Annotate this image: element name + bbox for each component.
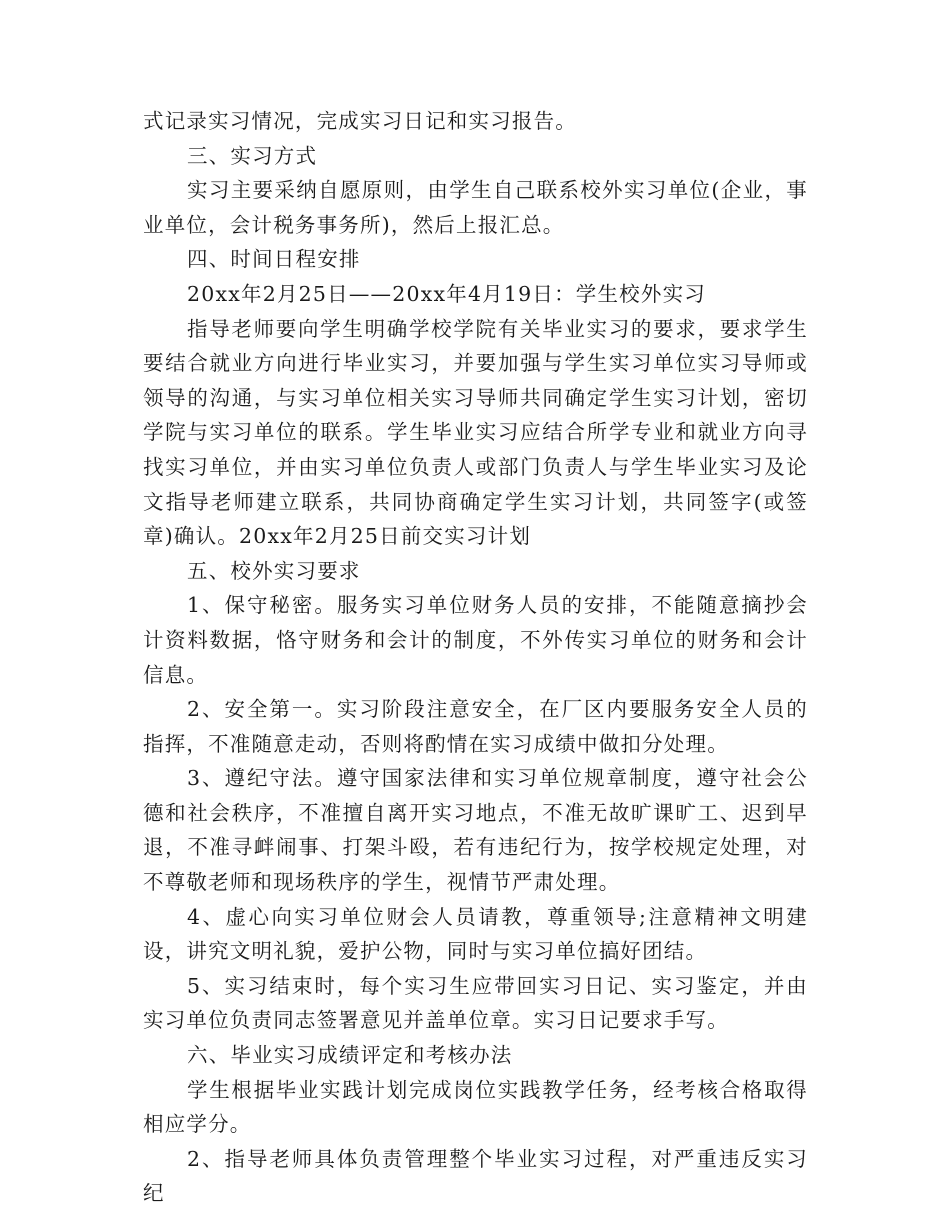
section-heading-assessment: 六、毕业实习成绩评定和考核办法	[187, 1043, 513, 1068]
paragraph-schedule-details: 指导老师要向学生明确学校学院有关毕业实习的要求，要求学生要结合就业方向进行毕业实习，并要加强与学生实习单位实习导师或领导的沟通，与实习单位相关实习导师共同确定学生实习计划，密切学院与实习单位的联系。学生毕业实习应结合所学专业和就业方向寻找实习单位，并由实习单位负责人或部门负责人与学生毕业实习及论文指导老师建立联系，共同协商确定学生实习计划，共同签字(或签章)确认。20xx年2月25日前交实习计划	[143, 316, 808, 549]
assessment-item-2: 2、指导老师具体负责管理整个毕业实习过程，对严重违反实习纪	[143, 1146, 808, 1206]
paragraph-schedule-dates: 20xx年2月25日——20xx年4月19日：学生校外实习	[187, 281, 706, 306]
section-heading-schedule: 四、时间日程安排	[187, 247, 361, 272]
requirement-item-1: 1、保守秘密。服务实习单位财务人员的安排，不能随意摘抄会计资料数据，恪守财务和会计的制度，不外传实习单位的财务和会计信息。	[143, 593, 808, 687]
requirement-item-5: 5、实习结束时，每个实习生应带回实习日记、实习鉴定，并由实习单位负责同志签署意见并盖单位章。实习日记要求手写。	[143, 973, 808, 1033]
section-heading-requirements: 五、校外实习要求	[187, 558, 361, 583]
requirement-item-4: 4、虚心向实习单位财会人员请教，尊重领导;注意精神文明建设，讲究文明礼貌，爱护公物，同时与实习单位搞好团结。	[143, 904, 808, 964]
section-heading-method: 三、实习方式	[187, 143, 318, 168]
paragraph-continuation: 式记录实习情况，完成实习日记和实习报告。	[143, 109, 577, 133]
requirement-item-2: 2、安全第一。实习阶段注意安全，在厂区内要服务安全人员的指挥，不准随意走动，否则将酌情在实习成绩中做扣分处理。	[143, 697, 808, 756]
document-page	[143, 104, 808, 1211]
paragraph-assessment: 学生根据毕业实践计划完成岗位实践教学任务，经考核合格取得相应学分。	[143, 1077, 808, 1137]
paragraph-method: 实习主要采纳自愿原则，由学生自己联系校外实习单位(企业，事业单位，会计税务事务所)，然后上报汇总。	[143, 178, 808, 237]
requirement-item-3: 3、遵纪守法。遵守国家法律和实习单位规章制度，遵守社会公德和社会秩序，不准擅自离开实习地点，不准无故旷课旷工、迟到早退，不准寻衅闹事、打架斗殴，若有违纪行为，按学校规定处理，对不尊敬老师和现场秩序的学生，视情节严肃处理。	[143, 766, 808, 895]
